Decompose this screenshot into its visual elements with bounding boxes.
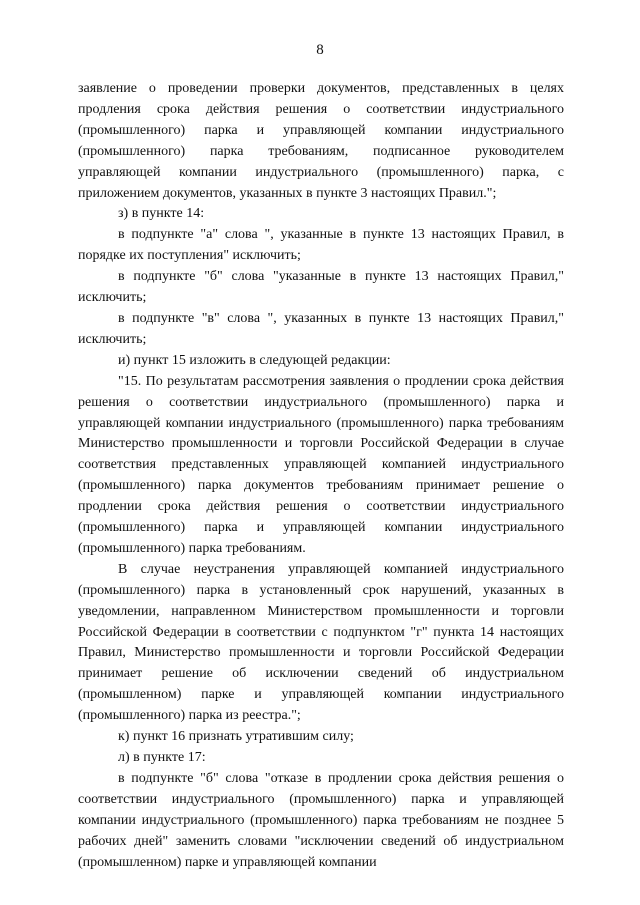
paragraph-item-i: и) пункт 15 изложить в следующей редакции: [118, 352, 391, 368]
paragraph-item-k: к) пункт 16 признать утратившим силу; [118, 729, 354, 745]
document-body [78, 79, 564, 873]
paragraph-application-continuation: заявление о проведении проверки документов, представленных в целях продления срока действия решения о соответствии индустриального (промышленного) парка и управляющей компании индустриального (промышленного) парка требованиям, подписанное руководителем управляющей компании индустриального (промышленного) парка, с приложением документов, указанных в пункте 3 настоящих Правил."; [78, 81, 564, 201]
page-number: 8 [316, 42, 324, 58]
paragraph-clause-15: "15. По результатам рассмотрения заявления о продлении срока действия решения о соответствии индустриального (промышленного) парка и управляющей компании индустриального (промышленного) парка требованиям Министерство промышленности и торговли Российской Федерации в случае соответствия представленных управляющей компанией индустриального (промышленного) парка документов требованиям принимает решение о продлении срока действия решения о соответствии индустриального (промышленного) парка и управляющей компании индустриального (промышленного) парка требованиям. [78, 373, 564, 556]
paragraph-item-z: з) в пункте 14: [118, 206, 205, 222]
paragraph-item-l: л) в пункте 17: [118, 750, 206, 765]
paragraph-subitem-v: в подпункте "в" слова ", указанных в пункте 13 настоящих Правил," исключить; [78, 310, 564, 347]
paragraph-subitem-a: в подпункте "а" слова ", указанные в пункте 13 настоящих Правил, в порядке их поступления" исключить; [78, 227, 564, 264]
paragraph-clause-15-second: В случае неустранения управляющей компанией индустриального (промышленного) парка в установленный срок нарушений, указанных в уведомлении, направленном Министерством промышленности и торговли Российской Федерации в соответствии с подпунктом "г" пункта 14 настоящих Правил, Министерство промышленности и торговли Российской Федерации принимает решение об исключении сведений об индустриальном (промышленном) парке и управляющей компании индустриального (промышленного) парка из реестра."; [78, 561, 564, 724]
paragraph-subitem-b: в подпункте "б" слова "указанные в пункте 13 настоящих Правил," исключить; [78, 269, 564, 306]
paragraph-subitem-b-clause-17: в подпункте "б" слова "отказе в продлении срока действия решения о соответствии индустриального (промышленного) парка и управляющей компании индустриального (промышленного) парка требованиям не позднее 5 рабочих дней" заменить словами "исключении сведений об индустриальном (промышленном) парке и управляющей компании [78, 770, 564, 870]
